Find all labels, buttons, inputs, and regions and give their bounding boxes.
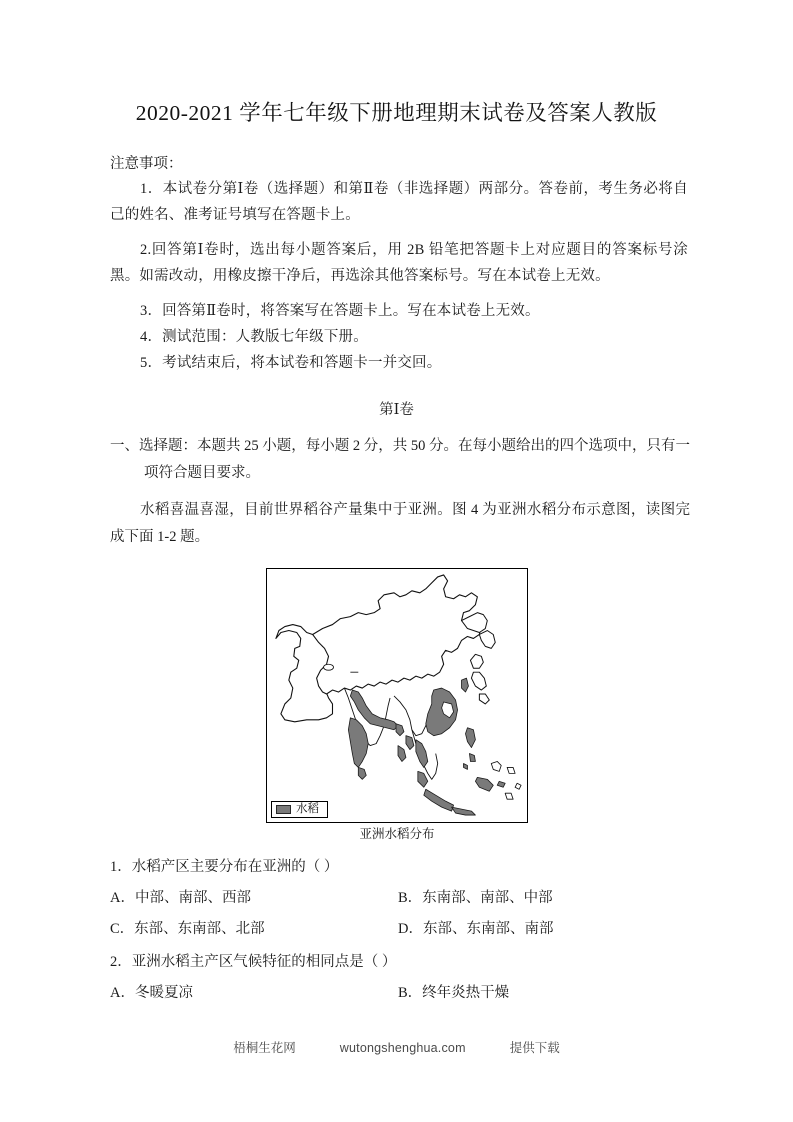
footer-action: 提供下载	[509, 1041, 560, 1055]
question-1-option-b[interactable]: B．东南部、南部、中部	[398, 890, 553, 906]
question-2-option-a[interactable]: A．冬暖夏凉	[110, 985, 193, 1001]
question-1-stem: 1．水稻产区主要分布在亚洲的（ ）	[110, 859, 339, 875]
notice-item-2: 2.回答第Ⅰ卷时，选出每小题答案后，用 2B 铅笔把答题卡上对应题目的答案标号涂黑。如需改动，用橡皮擦干净后，再选涂其他答案标号。写在本试卷上无效。	[110, 242, 688, 284]
map-frame	[266, 568, 528, 823]
notice-item-5: 5．考试结束后，将本试卷和答题卡一并交回。	[140, 355, 442, 371]
notice-label: 注意事项：	[110, 156, 183, 172]
volume-header: 第Ⅰ卷	[379, 402, 414, 418]
footer-site-url: wutongshenghua.com	[339, 1041, 466, 1055]
question-2-stem: 2．亚洲水稻主产区气候特征的相同点是（ ）	[110, 954, 397, 970]
question-2-option-b[interactable]: B．终年炎热干燥	[398, 985, 510, 1001]
section-intro-line1: 一、选择题：本题共 25 小题，每小题 2 分，共 50 分。在每小题给出的四个选项中，只有一	[110, 438, 690, 454]
legend-swatch-rice-icon	[276, 805, 291, 814]
notice-item-1: 1．本试卷分第Ⅰ卷（选择题）和第Ⅱ卷（非选择题）两部分。答卷前，考生务必将自己的姓名、准考证号填写在答题卡上。	[110, 181, 688, 223]
legend-label-rice: 水稻	[296, 802, 319, 815]
footer-site-name: 梧桐生花网	[233, 1041, 296, 1055]
reading-passage: 水稻喜温喜湿，目前世界稻谷产量集中于亚洲。图 4 为亚洲水稻分布示意图，读图完成下面 1-2 题。	[110, 502, 690, 545]
notice-item-3: 3．回答第Ⅱ卷时，将答案写在答题卡上。写在本试卷上无效。	[140, 303, 540, 319]
section-intro	[110, 433, 690, 487]
question-1-option-a[interactable]: A．中部、南部、西部	[110, 890, 251, 906]
page-title: 2020-2021 学年七年级下册地理期末试卷及答案人教版	[135, 101, 658, 125]
map-legend	[271, 801, 328, 819]
page-footer	[0, 1038, 793, 1056]
question-1-option-d[interactable]: D．东部、东南部、南部	[398, 921, 554, 937]
section-intro-line2: 项符合题目要求。	[144, 465, 260, 481]
figure-asia-rice-map	[266, 568, 528, 823]
figure-caption: 亚洲水稻分布	[359, 827, 435, 841]
question-1-option-c[interactable]: C．东部、东南部、北部	[110, 921, 265, 937]
notice-item-4: 4．测试范围：人教版七年级下册。	[140, 329, 368, 345]
asia-map-illustration	[267, 569, 527, 822]
